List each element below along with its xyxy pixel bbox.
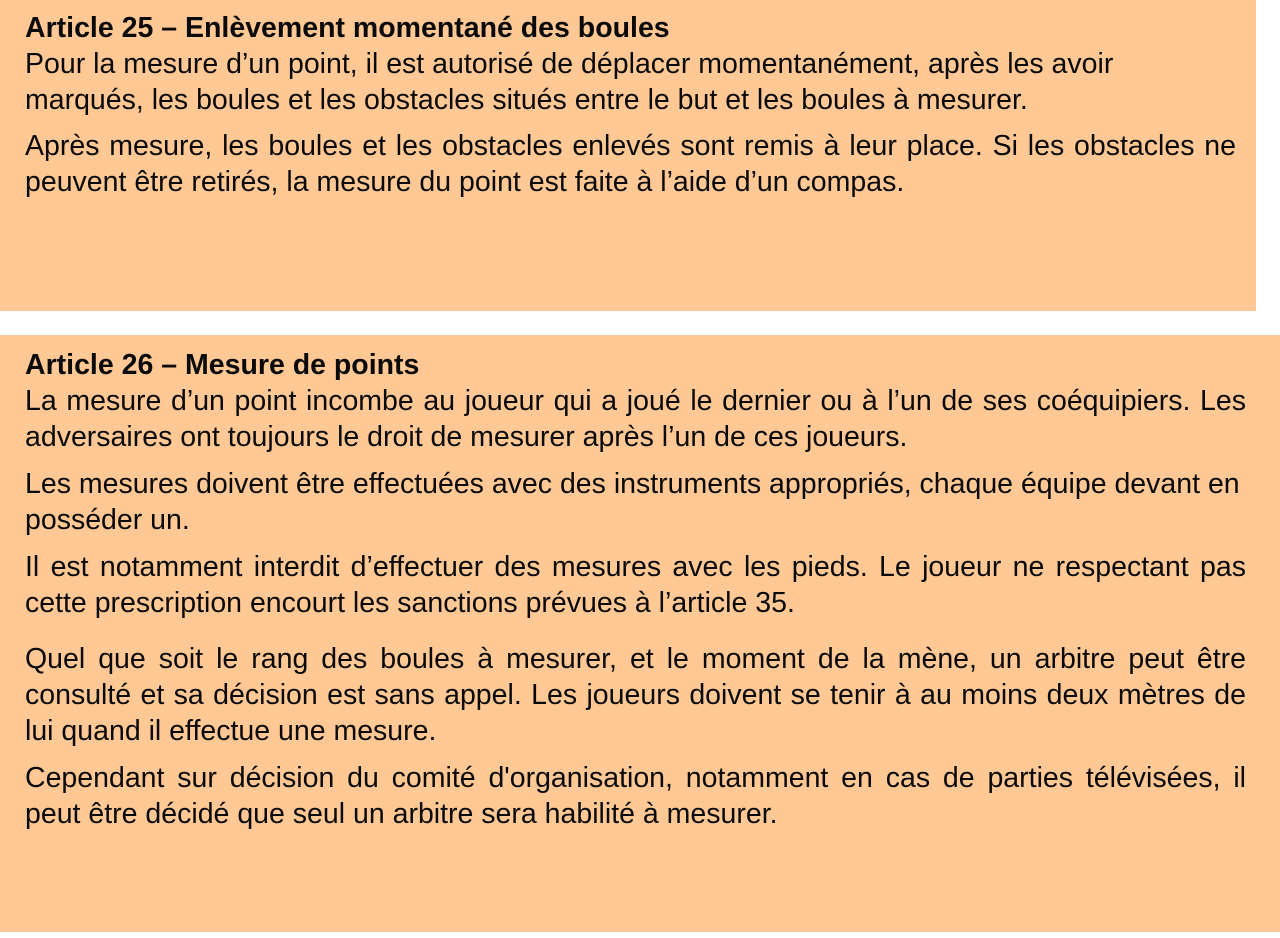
article-26-paragraph-1: La mesure d’un point incombe au joueur qui a joué le dernier ou à l’un de ses coéquipiers. Les adversaires ont toujours le droit de mesurer après l’un de ces joueurs.	[25, 385, 1246, 453]
article-26-paragraph-3: Il est notamment interdit d’effectuer des mesures avec les pieds. Le joueur ne respectant pas cette prescription encourt les sanctions prévues à l’article 35.	[25, 551, 1246, 619]
article-25-section	[0, 0, 1256, 311]
article-25-paragraph-1: Pour la mesure d’un point, il est autorisé de déplacer momentanément, après les avoir marqués, les boules et les obstacles situés entre le but et les boules à mesurer.	[25, 48, 1114, 116]
article-26-paragraph-4: Quel que soit le rang des boules à mesurer, et le moment de la mène, un arbitre peut être consulté et sa décision est sans appel. Les joueurs doivent se tenir à au moins deux mètres de lui quand il effectue une mesure.	[25, 643, 1246, 747]
article-25-title: Article 25 – Enlèvement momentané des boules	[25, 12, 670, 44]
article-26-section	[0, 335, 1280, 932]
article-26-paragraph-2: Les mesures doivent être effectuées avec des instruments appropriés, chaque équipe devant en posséder un.	[25, 468, 1240, 536]
article-26-paragraph-5: Cependant sur décision du comité d'organisation, notamment en cas de parties télévisées, il peut être décidé que seul un arbitre sera habilité à mesurer.	[25, 762, 1246, 830]
article-26-title: Article 26 – Mesure de points	[25, 349, 420, 381]
article-25-paragraph-2: Après mesure, les boules et les obstacles enlevés sont remis à leur place. Si les obstacles ne peuvent être retirés, la mesure du point est faite à l’aide d’un compas.	[25, 130, 1236, 198]
